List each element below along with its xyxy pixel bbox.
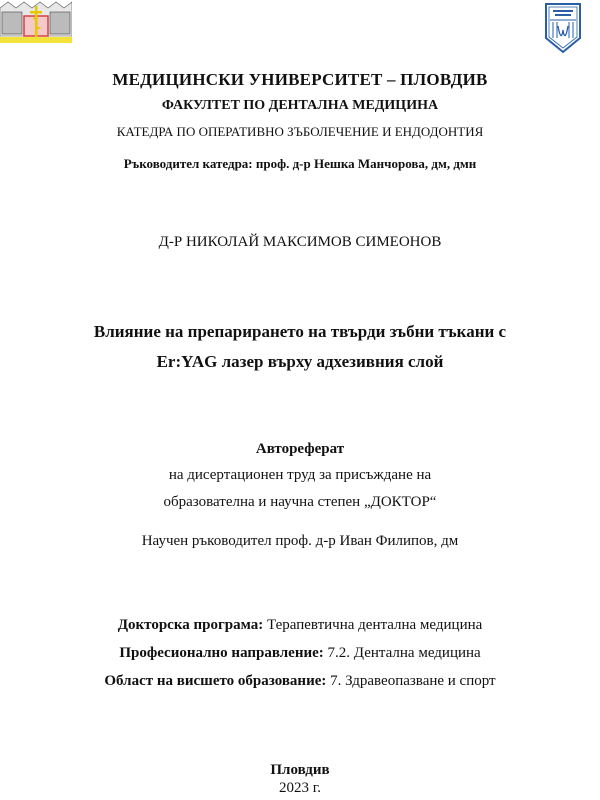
doctoral-program-label: Докторска програма:	[117, 617, 264, 633]
abstract-line-1: на дисертационен труд за присъждане на	[168, 467, 432, 483]
thesis-title-line-1: Влияние на препарирането на твърди зъбни тъкани с	[93, 322, 507, 341]
thesis-title-line-2: Er:YAG лазер върху адхезивния слой	[156, 352, 444, 371]
higher-education-field-label: Област на висшето образование:	[104, 673, 327, 689]
faculty-shield-icon	[544, 2, 582, 54]
head-of-department: Ръководител катедра: проф. д-р Нешка Манчорова, дм, дмн	[123, 156, 477, 171]
abstract-heading: Автореферат	[255, 441, 345, 457]
department-name: КАТЕДРА ПО ОПЕРАТИВНО ЗЪБОЛЕЧЕНИЕ И ЕНДОДОНТИЯ	[116, 124, 484, 139]
university-name: МЕДИЦИНСКИ УНИВЕРСИТЕТ – ПЛОВДИВ	[112, 70, 488, 89]
doctoral-program	[0, 617, 600, 634]
doctoral-program-value: Терапевтична дентална медицина	[263, 617, 483, 633]
professional-direction-value: 7.2. Дентална медицина	[323, 645, 481, 661]
university-emblem-icon	[0, 0, 72, 44]
professional-direction-label: Професионално направление:	[119, 645, 324, 661]
year: 2023 г.	[279, 780, 321, 796]
abstract-line-2: образователна и научна степен „ДОКТОР“	[163, 494, 437, 510]
supervisor: Научен ръководител проф. д-р Иван Филипов, дм	[141, 533, 459, 549]
professional-direction	[0, 645, 600, 662]
faculty-name: ФАКУЛТЕТ ПО ДЕНТАЛНА МЕДИЦИНА	[161, 98, 439, 113]
city: Пловдив	[270, 762, 330, 778]
author-name: Д-Р НИКОЛАЙ МАКСИМОВ СИМЕОНОВ	[158, 234, 442, 250]
higher-education-field-value: 7. Здравеопазване и спорт	[326, 673, 496, 689]
higher-education-field	[0, 673, 600, 690]
